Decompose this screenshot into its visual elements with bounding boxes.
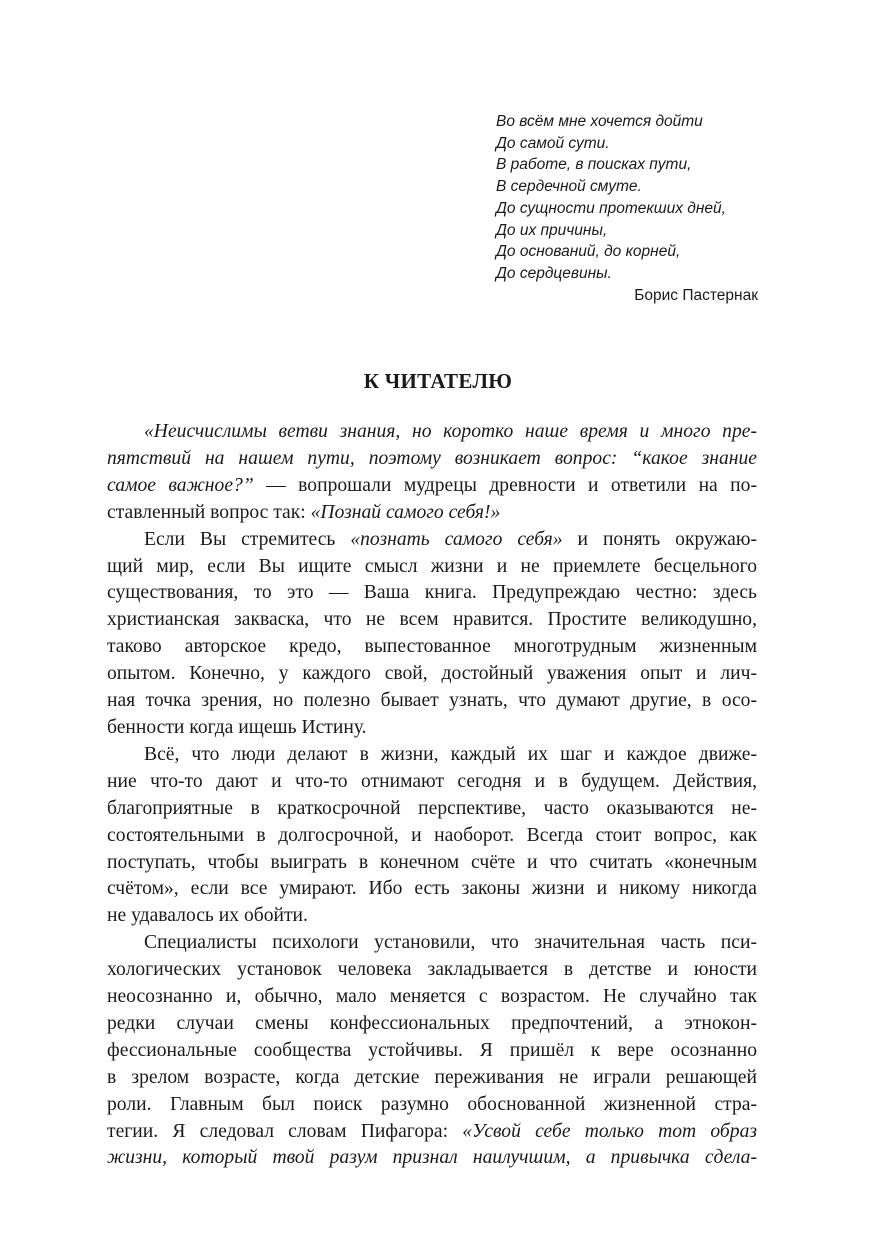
text-line: Специалисты психологи установили, что значительная часть пси- <box>144 932 757 954</box>
text-line: опытом. Конечно, у каждого свой, достойный уважения опыт и лич- <box>107 663 757 685</box>
chapter-heading: К ЧИТАТЕЛЮ <box>363 369 513 393</box>
text-fragment: ставленный вопрос так: <box>107 501 311 523</box>
text-line: состоятельными в долгосрочной, и наоборот. Всегда стоит вопрос, как <box>107 824 757 846</box>
text-line: счётом», если все умирают. Ибо есть законы жизни и никому никогда <box>107 878 757 900</box>
epigraph-author: Борис Пастернак <box>634 286 758 304</box>
text-line: христианская закваска, что не всем нравится. Простите великодушно, <box>107 609 757 631</box>
text-line: поступать, чтобы выиграть в конечном счёте и что считать «конечным <box>107 851 757 873</box>
text-line: ние что-то дают и что-то отнимают сегодня и в будущем. Действия, <box>107 770 757 792</box>
paragraph-1 <box>107 419 757 527</box>
italic-fragment: «Усвой себе только тот образ <box>462 1120 758 1142</box>
text-fragment: — вопрошали мудрецы древности и ответили на по- <box>253 474 757 496</box>
epigraph-line: Во всём мне хочется дойти <box>496 113 703 130</box>
text-line: не удавалось их обойти. <box>107 905 308 927</box>
text-line: хологических установок человека закладывается в детстве и юности <box>107 959 757 981</box>
text-line <box>107 527 757 554</box>
main-text <box>107 419 757 1172</box>
italic-fragment: «познать самого себя» <box>350 528 563 550</box>
text-fragment: тегии. Я следовал словам Пифагора: <box>107 1120 463 1142</box>
italic-fragment: самое важное?” <box>107 474 254 496</box>
text-line: роли. Главным был поиск разумно обоснованной жизненной стра- <box>107 1093 757 1115</box>
text-line: фессиональные сообщества устойчивы. Я пришёл к вере осознанно <box>107 1039 757 1061</box>
italic-fragment: «Познай самого себя!» <box>310 501 501 523</box>
epigraph-line: До самой сути. <box>496 134 610 152</box>
text-line: существования, то это — Ваша книга. Предупреждаю честно: здесь <box>107 582 757 604</box>
text-line: бенности когда ищешь Истину. <box>107 716 367 738</box>
text-line: Всё, что люди делают в жизни, каждый их шаг и каждое движе- <box>144 743 757 765</box>
paragraph-4 <box>107 930 757 1172</box>
text-line <box>107 500 757 527</box>
epigraph-line: В сердечной смуте. <box>496 178 642 196</box>
text-line: ная точка зрения, но полезно бывает узнать, что думают другие, в осо- <box>107 690 757 712</box>
text-line: редки случаи смены конфессиональных предпочтений, а этнокон- <box>107 1012 757 1034</box>
text-line: в зрелом возрасте, когда детские переживания не играли решающей <box>107 1066 757 1088</box>
text-line: благоприятные в краткосрочной перспективе, часто оказываются не- <box>107 797 757 819</box>
epigraph-line: В работе, в поисках пути, <box>496 156 692 174</box>
epigraph-line: До сущности протекших дней, <box>496 199 726 217</box>
paragraph-2 <box>107 527 757 742</box>
paragraph-3 <box>107 742 757 930</box>
epigraph <box>496 111 766 306</box>
text-line: пятствий на нашем пути, поэтому возникает вопрос: “какое знание <box>107 447 757 469</box>
epigraph-line: До оснований, до корней, <box>496 243 681 261</box>
text-fragment: и понять окружаю- <box>562 528 757 550</box>
epigraph-line: До их причины, <box>496 221 608 239</box>
text-line: «Неисчислимы ветви знания, но коротко наше время и много пре- <box>144 421 757 442</box>
text-fragment: Если Вы стремитесь <box>144 528 351 550</box>
epigraph-line: До сердцевины. <box>496 264 612 282</box>
text-line: неосознанно и, обычно, мало меняется с возрастом. Не случайно так <box>107 986 757 1008</box>
text-line <box>107 473 757 500</box>
text-line: щий мир, если Вы ищите смысл жизни и не приемлете бесцельного <box>107 555 757 577</box>
text-line: жизни, который твой разум признал наилучшим, а привычка сдела- <box>107 1147 757 1169</box>
text-line: таково авторское кредо, выпестованное многотрудным жизненным <box>107 636 757 658</box>
text-line <box>107 1119 757 1146</box>
